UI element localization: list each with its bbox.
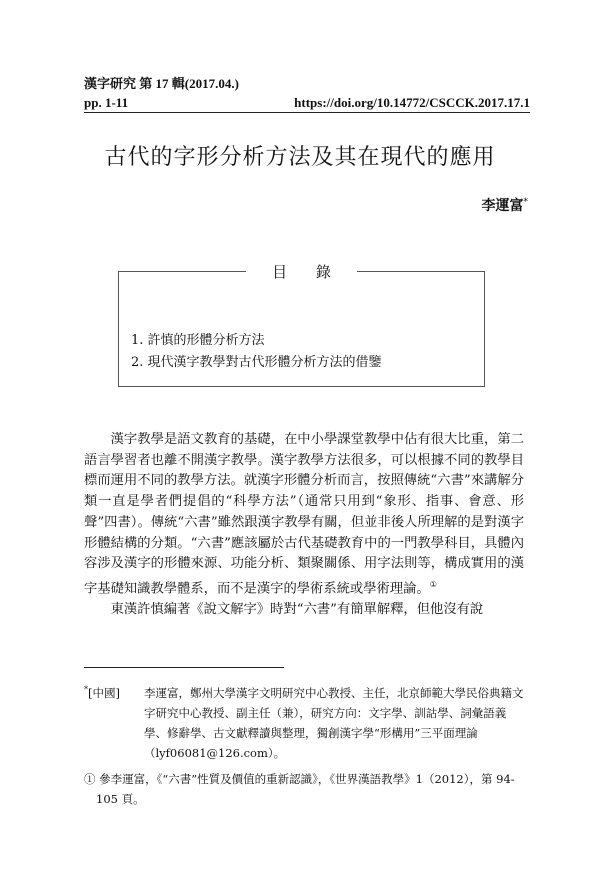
toc-list <box>131 330 382 374</box>
footnote-1 <box>84 769 529 809</box>
table-of-contents <box>118 263 485 387</box>
author-name-text: 李運富 <box>481 198 524 214</box>
running-header-left <box>84 74 239 112</box>
footnote-1-mark: ① <box>84 771 96 786</box>
journal-info: 漢字研究 第 17 輯(2017.04.) <box>84 76 239 91</box>
author-region: [中國] <box>88 685 120 700</box>
header-divider <box>84 112 530 113</box>
body-text <box>84 430 524 621</box>
footnote-ref[interactable]: ① <box>429 579 437 589</box>
author-footnote <box>84 680 529 763</box>
footnote-1-text: 參李運富，《“六書”性質及價值的重新認識》，《世界漢語教學》1（2012），第 94-105 頁。 <box>96 771 515 806</box>
author-footnote-symbol: * <box>84 685 88 694</box>
toc-item[interactable]: 1. 許慎的形體分析方法 <box>131 333 265 348</box>
article-title: 古代的字形分析方法及其在現代的應用 <box>104 145 496 170</box>
paragraph-text: 漢字教學是語文教育的基礎，在中小學課堂教學中佔有很大比重，第二語言學習者也離不開漢字教學。漢字教學方法很多，可以根據不同的教學目標而運用不同的教學方法。就漢字形體分析而言，按照傳統“六書”來講解分類一直是學者們提倡的“科學方法”（通常只用到“象形、指事、會意、形聲”四書）。傳統“六書”雖然跟漢字教學有關，但並非後人所理解的是對漢字形體結構的分類。“六書”應該屬於古代基礎教育中的一門教學科目，具體內容涉及漢字的形體來源、功能分析、類聚關係、用字法則等，構成實用的漢字基礎知識教學體系，而不是漢字的學術系統或學術理論。 <box>84 432 524 597</box>
author-footnote-mark[interactable]: * <box>523 197 528 208</box>
page-range: pp. 1-11 <box>84 95 129 110</box>
author-footnote-text: 李運富，鄭州大學漢字文明研究中心教授、主任，北京師範大學民俗典籍文字研究中心教授、副主任（兼），研究方向：文字學、訓詁學、詞彙語義學、修辭學、古文獻釋讀與整理，獨創漢字學“形構用”三平面理論（lyf06081@126.com）。 <box>144 685 524 760</box>
toc-item[interactable]: 2. 現代漢字教學對古代形體分析方法的借鑒 <box>131 355 382 370</box>
footnote-divider <box>84 667 284 668</box>
footnotes <box>84 680 529 809</box>
toc-heading <box>119 261 484 282</box>
toc-heading-text: 目 錄 <box>246 263 357 281</box>
author-footnote-label <box>84 680 144 703</box>
paragraph <box>84 430 524 600</box>
paragraph: 東漢許慎編著《說文解字》時對“六書”有簡單解釋，但他沒有說 <box>110 602 484 618</box>
doi-link[interactable]: https://doi.org/10.14772/CSCCK.2017.17.1 <box>294 95 530 110</box>
author-name <box>482 195 529 215</box>
